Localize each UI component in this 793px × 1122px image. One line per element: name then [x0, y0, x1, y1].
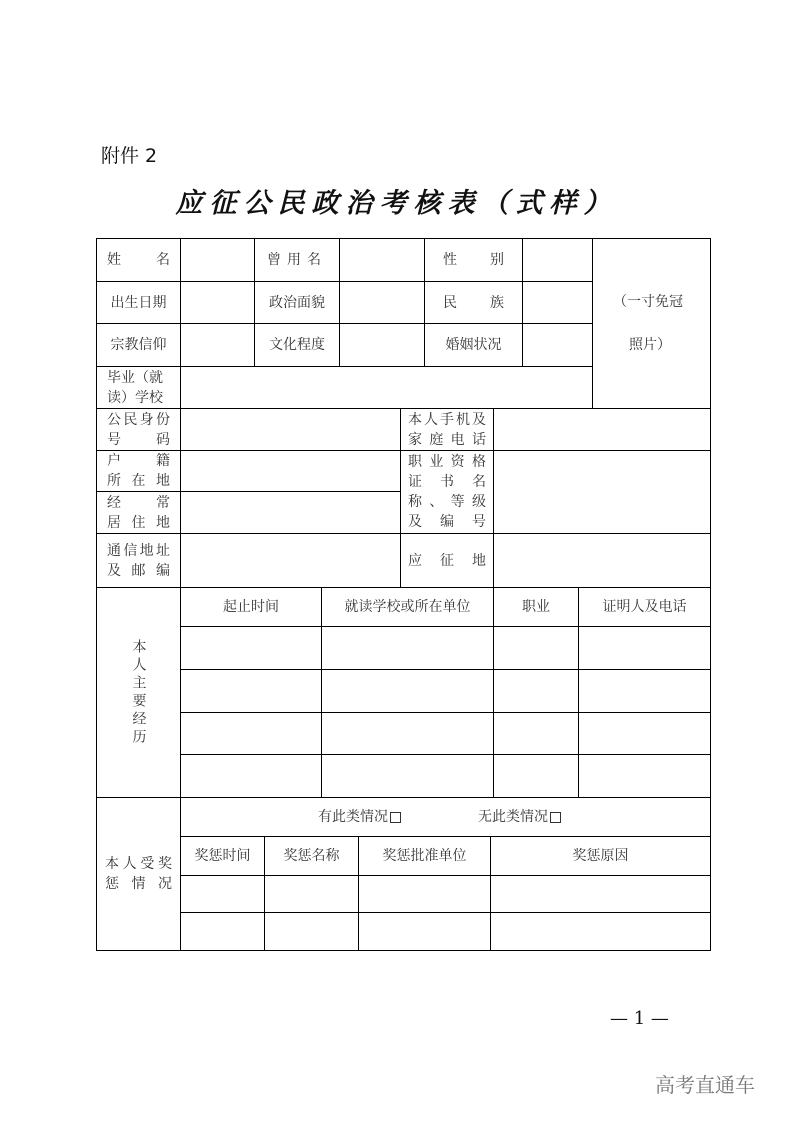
experience-label: 本人主要经历	[130, 638, 147, 747]
certificate-label: 职业资格 证书名 称、等级 及编号	[408, 454, 486, 530]
page-number: — 1 —	[610, 1008, 669, 1029]
photo-placeholder	[593, 239, 710, 408]
school-label: 毕业（就 读）学校	[107, 369, 163, 406]
table-rule	[96, 950, 711, 951]
no-record-checkbox[interactable]	[550, 812, 561, 823]
birth-date-label: 出生日期	[110, 294, 167, 311]
gender-label: 性别	[443, 252, 504, 268]
table-rule	[339, 238, 340, 366]
table-rule	[180, 875, 711, 876]
experience-col-occupation: 职业	[522, 599, 550, 615]
table-rule	[180, 669, 711, 670]
table-rule	[96, 797, 711, 798]
name-label: 姓名	[107, 252, 170, 268]
table-rule	[180, 626, 711, 627]
ethnicity-label: 民族	[443, 294, 504, 311]
photo-caption-line1: （一寸免冠	[613, 294, 683, 310]
address-label: 通信地址 及邮编	[107, 542, 170, 579]
rewards-col-name: 奖惩名称	[283, 848, 340, 864]
rewards-col-approver: 奖惩批准单位	[382, 848, 467, 864]
experience-col-period: 起止时间	[223, 599, 279, 615]
table-rule	[180, 712, 711, 713]
id-number-label: 公民身份 号码	[107, 411, 170, 448]
table-rule	[493, 408, 494, 587]
residence-label: 经常 居住地	[107, 494, 170, 531]
photo-caption-line2: 照片）	[629, 337, 671, 353]
marital-status-label: 婚姻状况	[445, 337, 502, 353]
rewards-label: 本人受奖 惩情况	[105, 856, 172, 892]
experience-col-witness: 证明人及电话	[602, 599, 687, 615]
table-rule	[710, 238, 711, 951]
religion-label: 宗教信仰	[110, 337, 167, 353]
has-record-option[interactable]	[318, 798, 401, 836]
experience-col-school-unit: 就读学校或所在单位	[344, 599, 471, 615]
hukou-label: 户籍 所在地	[107, 453, 170, 489]
form-title: 应征公民政治考核表（式样）	[175, 188, 618, 219]
former-name-label: 曾用名	[267, 252, 327, 268]
has-record-checkbox[interactable]	[390, 812, 401, 823]
rewards-col-time: 奖惩时间	[194, 848, 251, 864]
enlist-place-label: 应征地	[408, 552, 486, 569]
table-rule	[180, 912, 711, 913]
has-record-label: 有此类情况	[318, 809, 388, 825]
rewards-col-reason: 奖惩原因	[572, 848, 629, 864]
political-status-label: 政治面貌	[269, 294, 325, 311]
education-label: 文化程度	[269, 337, 325, 353]
no-record-option[interactable]	[478, 798, 561, 836]
table-rule	[180, 754, 711, 755]
watermark: 高考直通车	[655, 1073, 755, 1097]
attachment-label: 附件 2	[101, 145, 158, 167]
no-record-label: 无此类情况	[478, 809, 548, 825]
phone-label: 本人手机及 家庭电话	[408, 411, 486, 448]
table-rule	[522, 238, 523, 366]
